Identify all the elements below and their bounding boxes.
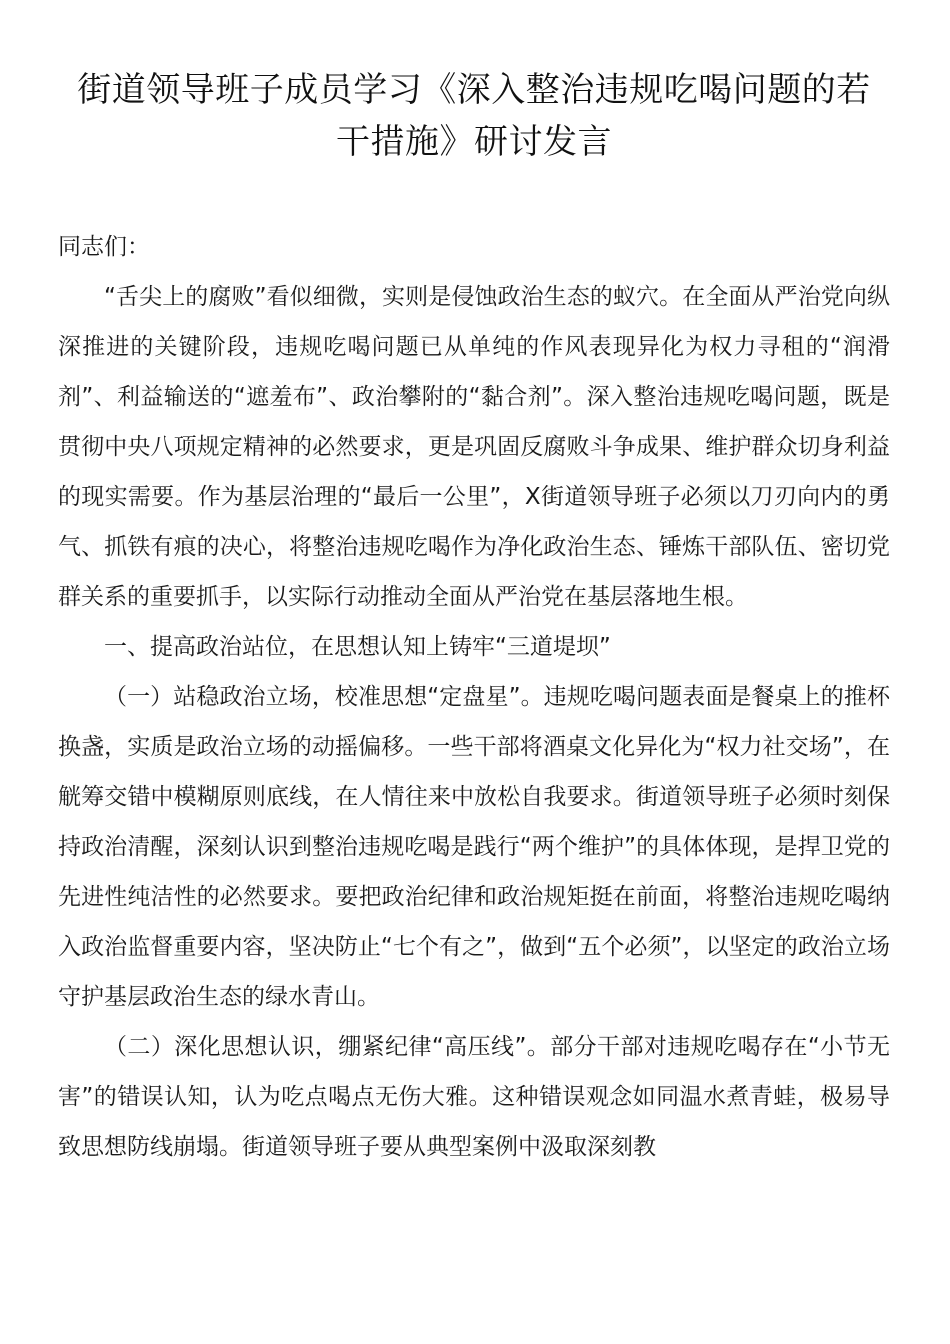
document-title [58,64,890,168]
subsection-paragraph-1: （一）站稳政治立场，校准思想“定盘星”。违规吃喝问题表面是餐桌上的推杯换盏，实质是政治立场的动摇偏移。一些干部将酒桌文化异化为“权力社交场”，在觥筹交错中模糊原则底线，在人情往来中放松自我要求。街道领导班子必须时刻保持政治清醒，深刻认识到整治违规吃喝是践行“两个维护”的具体体现，是捍卫党的先进性纯洁性的必然要求。要把政治纪律和政治规矩挺在前面，将整治违规吃喝纳入政治监督重要内容，坚决防止“七个有之”，做到“五个必须”，以坚定的政治立场守护基层政治生态的绿水青山。 [58,684,890,1010]
subsection-paragraph-2: （二）深化思想认识，绷紧纪律“高压线”。部分干部对违规吃喝存在“小节无害”的错误认知，认为吃点喝点无伤大雅。这种错误观念如同温水煮青蛙，极易导致思想防线崩塌。街道领导班子要从典型案例中汲取深刻教 [58,1034,890,1160]
intro-paragraph: “舌尖上的腐败”看似细微，实则是侵蚀政治生态的蚁穴。在全面从严治党向纵深推进的关键阶段，违规吃喝问题已从单纯的作风表现异化为权力寻租的“润滑剂”、利益输送的“遮羞布”、政治攀附的“黏合剂”。深入整治违规吃喝问题，既是贯彻中央八项规定精神的必然要求，更是巩固反腐败斗争成果、维护群众切身利益的现实需要。作为基层治理的“最后一公里”，X街道领导班子必须以刀刃向内的勇气、抓铁有痕的决心，将整治违规吃喝作为净化政治生态、锤炼干部队伍、密切党群关系的重要抓手，以实际行动推动全面从严治党在基层落地生根。 [58,284,890,610]
title-line-1: 街道领导班子成员学习《深入整治违规吃喝问题的若 [77,70,871,110]
document-page [58,64,890,168]
section-heading-1: 一、提高政治站位，在思想认知上铸牢“三道堤坝” [104,634,611,660]
document-body [58,222,890,1172]
title-line-2: 干措施》研讨发言 [336,122,612,162]
greeting: 同志们： [58,234,150,260]
